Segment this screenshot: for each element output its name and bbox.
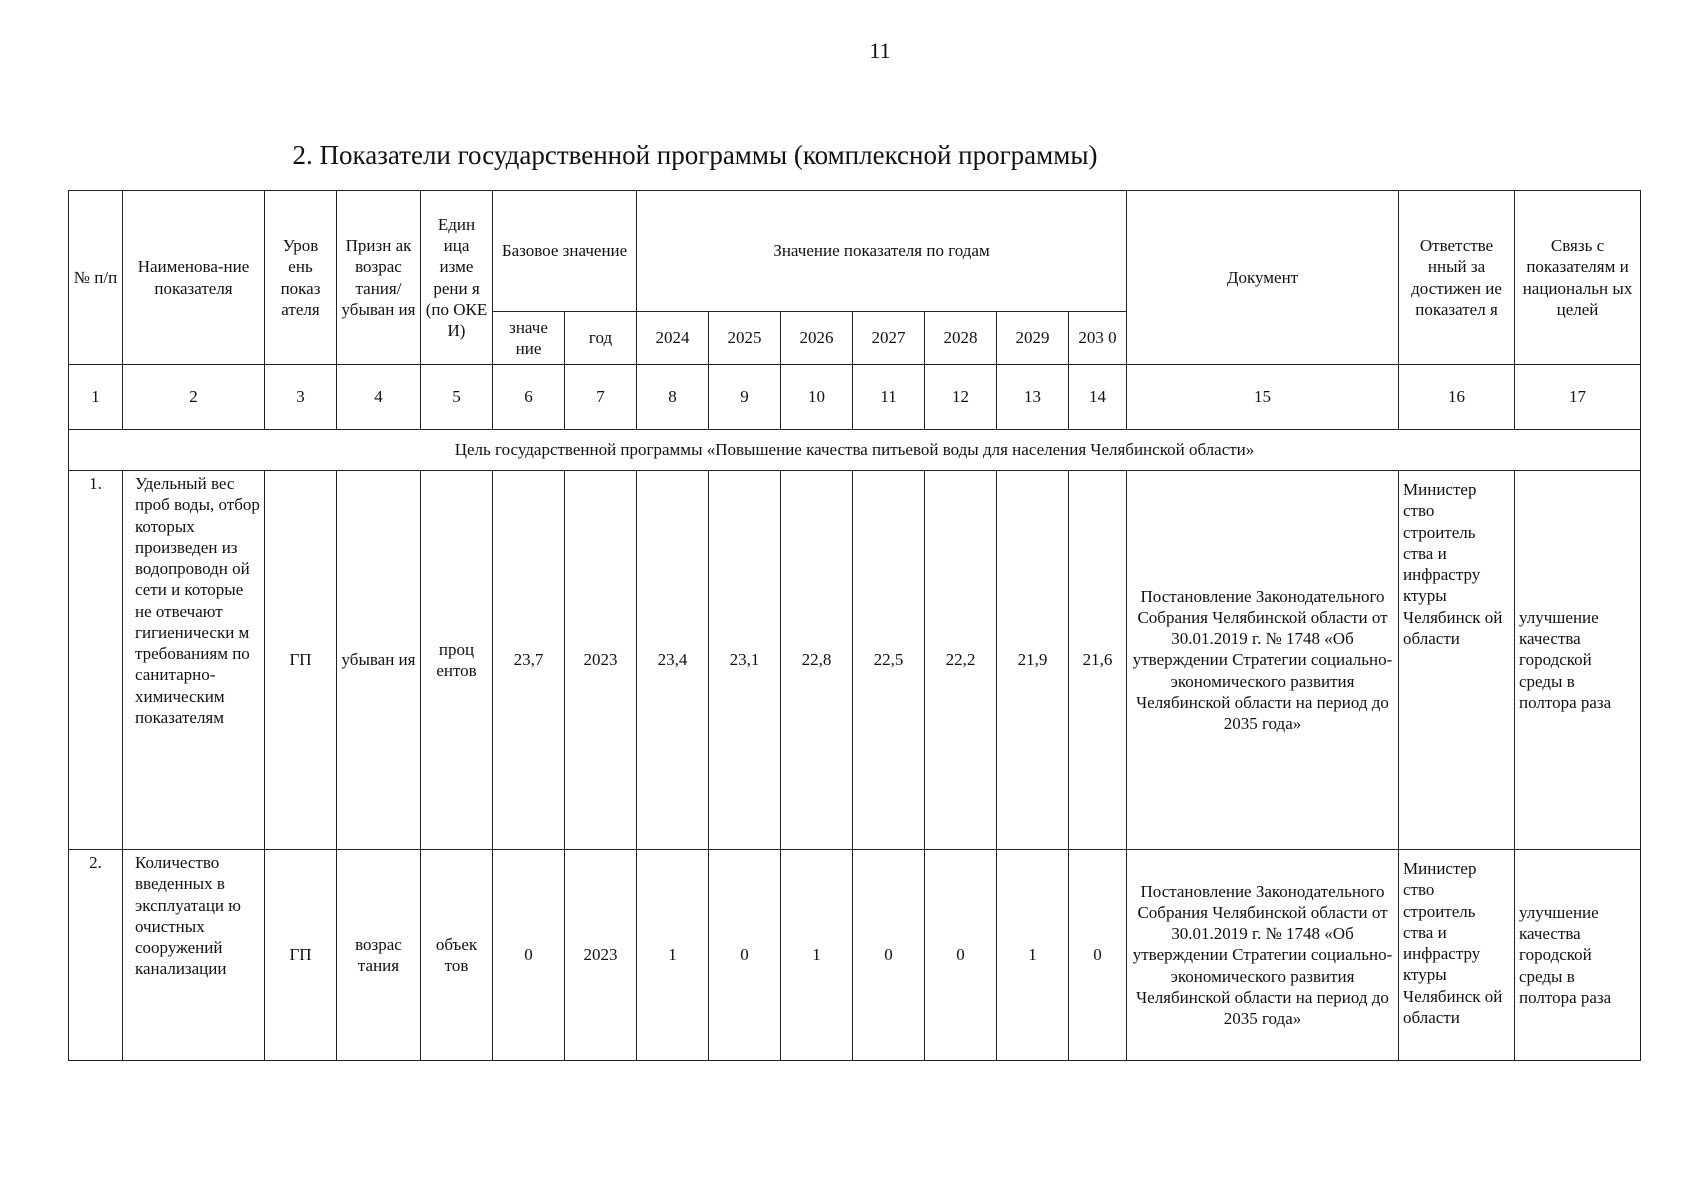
- header-year: 2027: [853, 312, 925, 365]
- header-year: 203 0: [1069, 312, 1127, 365]
- indicator-name: Удельный вес проб воды, отбор которых произведен из водопроводн ой сети и которые не отвечают гигиенически м требованиям по санитарно-химическим показателям: [123, 471, 265, 850]
- row-number: 1.: [69, 471, 123, 850]
- indicator-trend: убыван ия: [337, 471, 421, 850]
- base-value: 23,7: [493, 471, 565, 850]
- indicator-unit: проц ентов: [421, 471, 493, 850]
- header-level: Уров ень показ ателя: [265, 191, 337, 365]
- year-value: 0: [1069, 850, 1127, 1061]
- column-number: 9: [709, 365, 781, 430]
- indicator-level: ГП: [265, 471, 337, 850]
- base-value: 0: [493, 850, 565, 1061]
- year-value: 22,5: [853, 471, 925, 850]
- header-name: Наименова-ние показателя: [123, 191, 265, 365]
- indicator-level: ГП: [265, 850, 337, 1061]
- year-value: 0: [853, 850, 925, 1061]
- column-number: 1: [69, 365, 123, 430]
- year-value: 22,8: [781, 471, 853, 850]
- header-base: Базовое значение: [493, 191, 637, 312]
- header-years-group: Значение показателя по годам: [637, 191, 1127, 312]
- document: Постановление Законодательного Собрания Челябинской области от 30.01.2019 г. № 1748 «Об утверждении Стратегии социально-экономического развития Челябинской области на период до 2035 года»: [1127, 471, 1399, 850]
- base-year: 2023: [565, 471, 637, 850]
- header-year: 2028: [925, 312, 997, 365]
- year-value: 1: [997, 850, 1069, 1061]
- header-unit: Един ица изме рени я (по ОКЕ И): [421, 191, 493, 365]
- header-trend: Призн ак возрас тания/ убыван ия: [337, 191, 421, 365]
- column-number: 3: [265, 365, 337, 430]
- column-number: 6: [493, 365, 565, 430]
- table-row: [69, 850, 1641, 1061]
- program-goal: Цель государственной программы «Повышение качества питьевой воды для населения Челябинской области»: [69, 430, 1641, 471]
- indicator-unit: объек тов: [421, 850, 493, 1061]
- header-year: 2024: [637, 312, 709, 365]
- year-value: 21,9: [997, 471, 1069, 850]
- header-year: 2029: [997, 312, 1069, 365]
- year-value: 0: [925, 850, 997, 1061]
- column-number: 4: [337, 365, 421, 430]
- base-year: 2023: [565, 850, 637, 1061]
- column-number: 10: [781, 365, 853, 430]
- year-value: 23,4: [637, 471, 709, 850]
- year-value: 1: [637, 850, 709, 1061]
- year-value: 23,1: [709, 471, 781, 850]
- year-value: 1: [781, 850, 853, 1061]
- indicator-name: Количество введенных в эксплуатаци ю очистных сооружений канализации: [123, 850, 265, 1061]
- column-number: 5: [421, 365, 493, 430]
- table-row: [69, 471, 1641, 850]
- column-number: 15: [1127, 365, 1399, 430]
- header-num: № п/п: [69, 191, 123, 365]
- header-base-year: год: [565, 312, 637, 365]
- page-title: 2. Показатели государственной программы (комплексной программы): [292, 140, 1098, 170]
- header-link: Связь с показателям и национальн ых целей: [1515, 191, 1641, 365]
- responsible: Министер ство строитель ства и инфрастру ктуры Челябинск ой области: [1399, 471, 1515, 850]
- responsible: Министер ство строитель ства и инфрастру ктуры Челябинск ой области: [1399, 850, 1515, 1061]
- column-number: 7: [565, 365, 637, 430]
- header-row-1: [69, 191, 1641, 312]
- column-number: 17: [1515, 365, 1641, 430]
- column-number-row: [69, 365, 1641, 430]
- goal-row: [69, 430, 1641, 471]
- column-number: 11: [853, 365, 925, 430]
- column-number: 12: [925, 365, 997, 430]
- column-number: 2: [123, 365, 265, 430]
- document: Постановление Законодательного Собрания Челябинской области от 30.01.2019 г. № 1748 «Об утверждении Стратегии социально-экономического развития Челябинской области на период до 2035 года»: [1127, 850, 1399, 1061]
- row-number: 2.: [69, 850, 123, 1061]
- indicators-table: [68, 190, 1641, 1061]
- header-document: Документ: [1127, 191, 1399, 365]
- column-number: 8: [637, 365, 709, 430]
- national-goal-link: улучшение качества городской среды в полтора раза: [1515, 471, 1641, 850]
- column-number: 14: [1069, 365, 1127, 430]
- year-value: 22,2: [925, 471, 997, 850]
- column-number: 13: [997, 365, 1069, 430]
- header-year: 2026: [781, 312, 853, 365]
- year-value: 0: [709, 850, 781, 1061]
- header-base-value: значе ние: [493, 312, 565, 365]
- column-number: 16: [1399, 365, 1515, 430]
- indicator-trend: возрас тания: [337, 850, 421, 1061]
- year-value: 21,6: [1069, 471, 1127, 850]
- national-goal-link: улучшение качества городской среды в полтора раза: [1515, 850, 1641, 1061]
- header-year: 2025: [709, 312, 781, 365]
- header-responsible: Ответстве нный за достижен ие показател я: [1399, 191, 1515, 365]
- page-number: 11: [869, 38, 891, 63]
